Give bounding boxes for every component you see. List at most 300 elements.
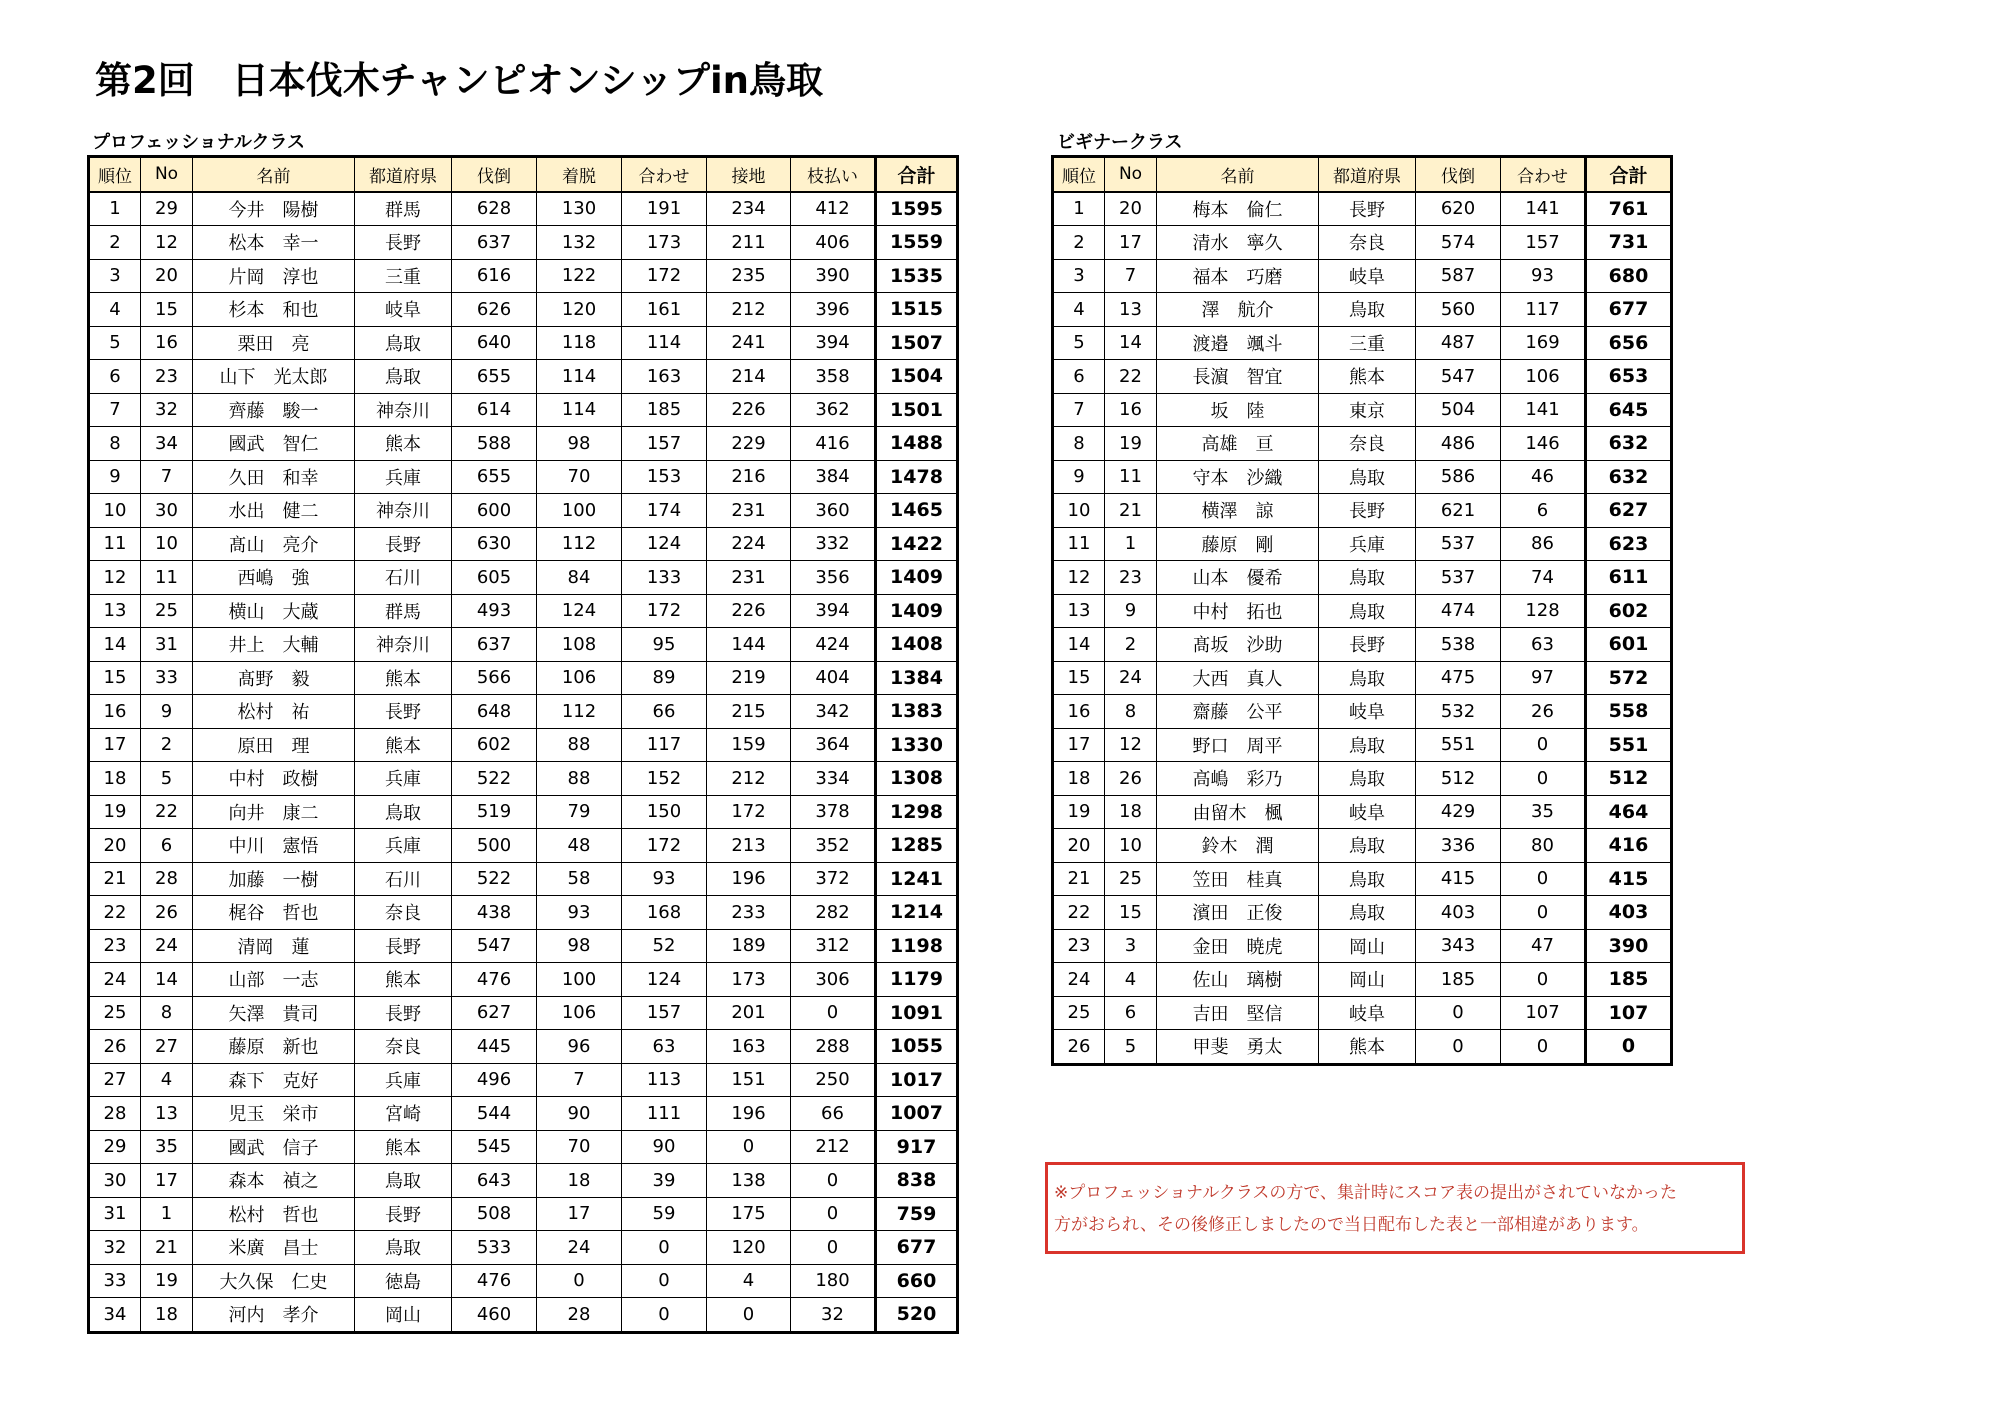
table-cell: 6	[1105, 996, 1157, 1030]
table-row	[1053, 728, 1672, 762]
table-cell: 兵庫	[355, 762, 452, 796]
table-cell: 623	[1586, 527, 1672, 561]
table-row	[1053, 427, 1672, 461]
table-cell: 11	[141, 561, 193, 595]
professional-class-label: プロフェッショナルクラス	[92, 132, 305, 153]
table-cell: 74	[1501, 561, 1586, 595]
table-cell: 宮崎	[355, 1097, 452, 1131]
table-cell: 1	[1053, 192, 1105, 226]
table-cell: 19	[1053, 795, 1105, 829]
table-cell: 16	[1105, 393, 1157, 427]
table-cell: 24	[141, 929, 193, 963]
table-cell: 1017	[876, 1063, 958, 1097]
table-cell: 653	[1586, 360, 1672, 394]
table-cell: 大西 真人	[1157, 661, 1319, 695]
table-cell: 11	[89, 527, 141, 561]
table-cell: 水出 健二	[193, 494, 355, 528]
table-cell: 70	[537, 460, 622, 494]
table-cell: 241	[707, 326, 791, 360]
table-cell: 438	[452, 896, 537, 930]
table-cell: 415	[1586, 862, 1672, 896]
table-row	[1053, 393, 1672, 427]
table-cell: 15	[89, 661, 141, 695]
table-cell: 547	[1416, 360, 1501, 394]
table-cell: 17	[1105, 226, 1157, 260]
table-cell: 中川 憲悟	[193, 829, 355, 863]
table-cell: 113	[622, 1063, 707, 1097]
table-cell: 熊本	[355, 963, 452, 997]
table-cell: 356	[791, 561, 876, 595]
table-cell: 231	[707, 494, 791, 528]
table-row	[1053, 829, 1672, 863]
table-cell: 長野	[355, 996, 452, 1030]
table-cell: 46	[1501, 460, 1586, 494]
table-cell: 312	[791, 929, 876, 963]
table-cell: 476	[452, 963, 537, 997]
table-cell: 114	[537, 393, 622, 427]
table-cell: 185	[1416, 963, 1501, 997]
table-cell: 343	[1416, 929, 1501, 963]
table-cell: 鳥取	[1319, 460, 1416, 494]
table-cell: 29	[89, 1130, 141, 1164]
column-header: No	[141, 157, 193, 192]
table-row	[89, 1298, 958, 1333]
table-cell: 196	[707, 1097, 791, 1131]
table-cell: 396	[791, 293, 876, 327]
table-cell: 8	[141, 996, 193, 1030]
table-cell: 234	[707, 192, 791, 226]
table-cell: 212	[707, 762, 791, 796]
table-cell: 173	[707, 963, 791, 997]
table-cell: 松村 祐	[193, 695, 355, 729]
table-cell: 212	[707, 293, 791, 327]
table-cell: 27	[141, 1030, 193, 1064]
table-row	[89, 862, 958, 896]
table-cell: 吉田 堅信	[1157, 996, 1319, 1030]
table-cell: 175	[707, 1197, 791, 1231]
table-cell: 兵庫	[355, 460, 452, 494]
table-cell: 587	[1416, 259, 1501, 293]
table-row	[89, 594, 958, 628]
table-cell: 1179	[876, 963, 958, 997]
table-cell: 547	[452, 929, 537, 963]
table-cell: 4	[707, 1264, 791, 1298]
table-cell: 637	[452, 628, 537, 662]
table-cell: 笠田 桂真	[1157, 862, 1319, 896]
table-cell: 138	[707, 1164, 791, 1198]
table-cell: 216	[707, 460, 791, 494]
table-cell: 26	[1053, 1030, 1105, 1065]
table-cell: 601	[1586, 628, 1672, 662]
table-cell: 3	[89, 259, 141, 293]
table-row	[1053, 360, 1672, 394]
column-header: 伐倒	[452, 157, 537, 192]
table-cell: 1241	[876, 862, 958, 896]
table-cell: 1488	[876, 427, 958, 461]
table-cell: 鳥取	[355, 326, 452, 360]
table-cell: 519	[452, 795, 537, 829]
table-cell: 390	[1586, 929, 1672, 963]
table-cell: 172	[707, 795, 791, 829]
table-cell: 佐山 璃樹	[1157, 963, 1319, 997]
table-cell: 8	[89, 427, 141, 461]
table-cell: 16	[89, 695, 141, 729]
table-cell: 124	[622, 963, 707, 997]
table-cell: 372	[791, 862, 876, 896]
table-row	[1053, 996, 1672, 1030]
column-header: 合わせ	[622, 157, 707, 192]
table-cell: 兵庫	[355, 829, 452, 863]
table-cell: 33	[89, 1264, 141, 1298]
table-cell: 189	[707, 929, 791, 963]
table-cell: 12	[89, 561, 141, 595]
table-cell: 齋藤 公平	[1157, 695, 1319, 729]
table-cell: 2	[141, 728, 193, 762]
table-cell: 416	[791, 427, 876, 461]
table-cell: 677	[876, 1231, 958, 1265]
table-cell: 233	[707, 896, 791, 930]
table-cell: 岐阜	[355, 293, 452, 327]
table-cell: 0	[1586, 1030, 1672, 1065]
table-cell: 1330	[876, 728, 958, 762]
table-cell: 545	[452, 1130, 537, 1164]
table-cell: 鳥取	[355, 1231, 452, 1265]
table-cell: 96	[537, 1030, 622, 1064]
table-cell: 0	[1501, 862, 1586, 896]
table-cell: 3	[1053, 259, 1105, 293]
table-cell: 161	[622, 293, 707, 327]
table-row	[1053, 762, 1672, 796]
table-cell: 98	[537, 427, 622, 461]
table-cell: 226	[707, 393, 791, 427]
column-header: 順位	[89, 157, 141, 192]
table-cell: 神奈川	[355, 494, 452, 528]
table-cell: 404	[791, 661, 876, 695]
table-cell: 澤 航介	[1157, 293, 1319, 327]
table-cell: 大久保 仁史	[193, 1264, 355, 1298]
table-cell: 20	[141, 259, 193, 293]
table-cell: 378	[791, 795, 876, 829]
table-cell: 645	[1586, 393, 1672, 427]
table-cell: 146	[1501, 427, 1586, 461]
table-row	[89, 795, 958, 829]
table-row	[1053, 896, 1672, 930]
table-cell: 0	[1501, 762, 1586, 796]
table-cell: 徳島	[355, 1264, 452, 1298]
table-cell: 0	[707, 1298, 791, 1333]
table-cell: 168	[622, 896, 707, 930]
table-cell: 282	[791, 896, 876, 930]
table-cell: 鳥取	[1319, 862, 1416, 896]
table-cell: 熊本	[1319, 1030, 1416, 1065]
table-cell: 群馬	[355, 594, 452, 628]
table-cell: 鳥取	[1319, 896, 1416, 930]
table-cell: 602	[1586, 594, 1672, 628]
table-cell: 169	[1501, 326, 1586, 360]
correction-notice	[1045, 1162, 1745, 1254]
table-cell: 163	[622, 360, 707, 394]
table-cell: 620	[1416, 192, 1501, 226]
table-cell: 兵庫	[1319, 527, 1416, 561]
table-cell: 松本 幸一	[193, 226, 355, 260]
table-cell: 122	[537, 259, 622, 293]
table-cell: 605	[452, 561, 537, 595]
table-cell: 12	[1053, 561, 1105, 595]
table-row	[1053, 795, 1672, 829]
table-cell: 111	[622, 1097, 707, 1131]
table-cell: 9	[141, 695, 193, 729]
table-cell: 112	[537, 695, 622, 729]
table-cell: 141	[1501, 192, 1586, 226]
table-cell: 14	[1053, 628, 1105, 662]
table-cell: 26	[89, 1030, 141, 1064]
table-cell: 長野	[1319, 494, 1416, 528]
table-cell: 7	[1105, 259, 1157, 293]
table-cell: 572	[1586, 661, 1672, 695]
table-cell: 熊本	[355, 427, 452, 461]
table-row	[89, 259, 958, 293]
table-cell: 18	[1053, 762, 1105, 796]
table-cell: 32	[141, 393, 193, 427]
column-header: 伐倒	[1416, 157, 1501, 192]
table-cell: 212	[791, 1130, 876, 1164]
table-row	[89, 628, 958, 662]
table-cell: 1298	[876, 795, 958, 829]
table-cell: 福本 巧磨	[1157, 259, 1319, 293]
table-cell: 長野	[1319, 628, 1416, 662]
column-header: 着脱	[537, 157, 622, 192]
table-cell: 342	[791, 695, 876, 729]
table-cell: 2	[1053, 226, 1105, 260]
table-cell: 406	[791, 226, 876, 260]
table-cell: 16	[141, 326, 193, 360]
column-header: 合わせ	[1501, 157, 1586, 192]
table-cell: 201	[707, 996, 791, 1030]
table-cell: 10	[1105, 829, 1157, 863]
table-cell: 坂 陸	[1157, 393, 1319, 427]
table-cell: 191	[622, 192, 707, 226]
table-cell: 1535	[876, 259, 958, 293]
column-header: 都道府県	[355, 157, 452, 192]
table-cell: 632	[1586, 427, 1672, 461]
table-cell: 20	[1105, 192, 1157, 226]
table-cell: 9	[89, 460, 141, 494]
table-cell: 23	[89, 929, 141, 963]
table-cell: 10	[1053, 494, 1105, 528]
table-cell: 9	[1105, 594, 1157, 628]
table-cell: 474	[1416, 594, 1501, 628]
table-cell: 髙山 亮介	[193, 527, 355, 561]
table-cell: 424	[791, 628, 876, 662]
table-cell: 6	[141, 829, 193, 863]
table-cell: 34	[89, 1298, 141, 1333]
table-cell: 532	[1416, 695, 1501, 729]
table-cell: 128	[1501, 594, 1586, 628]
table-cell: 5	[141, 762, 193, 796]
table-cell: 560	[1416, 293, 1501, 327]
table-cell: 0	[707, 1130, 791, 1164]
table-cell: 70	[537, 1130, 622, 1164]
table-cell: 10	[141, 527, 193, 561]
table-cell: 504	[1416, 393, 1501, 427]
table-cell: 0	[622, 1231, 707, 1265]
table-cell: 163	[707, 1030, 791, 1064]
table-cell: 403	[1586, 896, 1672, 930]
table-cell: 23	[1053, 929, 1105, 963]
table-cell: 352	[791, 829, 876, 863]
table-cell: 23	[141, 360, 193, 394]
beginner-score-table	[1051, 155, 1673, 1066]
table-cell: 石川	[355, 862, 452, 896]
table-cell: 384	[791, 460, 876, 494]
table-row	[89, 963, 958, 997]
table-row	[1053, 1030, 1672, 1065]
table-cell: 藤原 新也	[193, 1030, 355, 1064]
table-cell: 90	[537, 1097, 622, 1131]
table-cell: 岡山	[1319, 963, 1416, 997]
table-cell: 306	[791, 963, 876, 997]
table-cell: 32	[791, 1298, 876, 1333]
table-cell: 1	[89, 192, 141, 226]
table-cell: 横山 大蔵	[193, 594, 355, 628]
table-header-row	[1053, 157, 1672, 192]
table-cell: 18	[537, 1164, 622, 1198]
professional-score-table	[87, 155, 959, 1334]
table-cell: 5	[1053, 326, 1105, 360]
table-row	[89, 494, 958, 528]
table-cell: 金田 暁虎	[1157, 929, 1319, 963]
table-cell: 河内 孝介	[193, 1298, 355, 1333]
table-row	[89, 1130, 958, 1164]
table-cell: 22	[141, 795, 193, 829]
beginner-class-label: ビギナークラス	[1057, 132, 1183, 153]
table-cell: 106	[1501, 360, 1586, 394]
table-cell: 416	[1586, 829, 1672, 863]
table-cell: 14	[1105, 326, 1157, 360]
table-cell: 熊本	[355, 728, 452, 762]
table-cell: 石川	[355, 561, 452, 595]
table-cell: 14	[89, 628, 141, 662]
table-cell: 98	[537, 929, 622, 963]
table-cell: 森本 禎之	[193, 1164, 355, 1198]
table-cell: 12	[1105, 728, 1157, 762]
table-cell: 長濵 智宜	[1157, 360, 1319, 394]
table-row	[89, 829, 958, 863]
table-cell: 551	[1586, 728, 1672, 762]
table-cell: 向井 康二	[193, 795, 355, 829]
table-cell: 445	[452, 1030, 537, 1064]
table-cell: 31	[141, 628, 193, 662]
table-cell: 90	[622, 1130, 707, 1164]
table-cell: 20	[89, 829, 141, 863]
table-cell: 髙野 毅	[193, 661, 355, 695]
table-row	[89, 1197, 958, 1231]
table-row	[89, 1097, 958, 1131]
column-header: 合計	[876, 157, 958, 192]
table-cell: 27	[89, 1063, 141, 1097]
table-cell: 今井 陽樹	[193, 192, 355, 226]
table-cell: 39	[622, 1164, 707, 1198]
table-cell: 1515	[876, 293, 958, 327]
table-cell: 17	[141, 1164, 193, 1198]
table-cell: 551	[1416, 728, 1501, 762]
table-row	[89, 695, 958, 729]
table-cell: 25	[141, 594, 193, 628]
table-cell: 174	[622, 494, 707, 528]
column-header: 名前	[193, 157, 355, 192]
table-cell: 508	[452, 1197, 537, 1231]
table-cell: 93	[622, 862, 707, 896]
table-cell: 児玉 栄市	[193, 1097, 355, 1131]
table-cell: 86	[1501, 527, 1586, 561]
table-row	[89, 226, 958, 260]
table-cell: 1055	[876, 1030, 958, 1064]
table-cell: 井上 大輔	[193, 628, 355, 662]
table-cell: 19	[1105, 427, 1157, 461]
table-cell: 1007	[876, 1097, 958, 1131]
table-cell: 214	[707, 360, 791, 394]
table-cell: 26	[1105, 762, 1157, 796]
table-cell: 390	[791, 259, 876, 293]
table-cell: 660	[876, 1264, 958, 1298]
table-cell: 611	[1586, 561, 1672, 595]
table-cell: 熊本	[355, 1130, 452, 1164]
table-cell: 齊藤 駿一	[193, 393, 355, 427]
table-cell: 336	[1416, 829, 1501, 863]
table-cell: 熊本	[1319, 360, 1416, 394]
table-cell: 112	[537, 527, 622, 561]
table-cell: 159	[707, 728, 791, 762]
table-cell: 627	[1586, 494, 1672, 528]
table-cell: 80	[1501, 829, 1586, 863]
table-cell: 0	[622, 1264, 707, 1298]
table-cell: 松村 哲也	[193, 1197, 355, 1231]
table-cell: 124	[537, 594, 622, 628]
table-row	[1053, 561, 1672, 595]
table-cell: 95	[622, 628, 707, 662]
table-cell: 22	[1053, 896, 1105, 930]
table-cell: 4	[89, 293, 141, 327]
table-cell: 1478	[876, 460, 958, 494]
table-row	[1053, 460, 1672, 494]
table-cell: 鈴木 潤	[1157, 829, 1319, 863]
table-cell: 森下 克好	[193, 1063, 355, 1097]
table-cell: 17	[89, 728, 141, 762]
table-cell: 加藤 一樹	[193, 862, 355, 896]
table-cell: 538	[1416, 628, 1501, 662]
table-cell: 濱田 正俊	[1157, 896, 1319, 930]
table-header-row	[89, 157, 958, 192]
table-cell: 5	[89, 326, 141, 360]
table-cell: 100	[537, 494, 622, 528]
table-cell: 144	[707, 628, 791, 662]
table-cell: 512	[1586, 762, 1672, 796]
table-row	[89, 929, 958, 963]
table-cell: 山下 光太郎	[193, 360, 355, 394]
table-cell: 229	[707, 427, 791, 461]
table-cell: 1501	[876, 393, 958, 427]
table-cell: 630	[452, 527, 537, 561]
table-cell: 26	[1501, 695, 1586, 729]
table-cell: 國武 信子	[193, 1130, 355, 1164]
table-cell: 6	[89, 360, 141, 394]
table-cell: 兵庫	[355, 1063, 452, 1097]
table-cell: 三重	[1319, 326, 1416, 360]
table-cell: 114	[537, 360, 622, 394]
table-cell: 66	[791, 1097, 876, 1131]
table-cell: 鳥取	[1319, 762, 1416, 796]
table-cell: 364	[791, 728, 876, 762]
